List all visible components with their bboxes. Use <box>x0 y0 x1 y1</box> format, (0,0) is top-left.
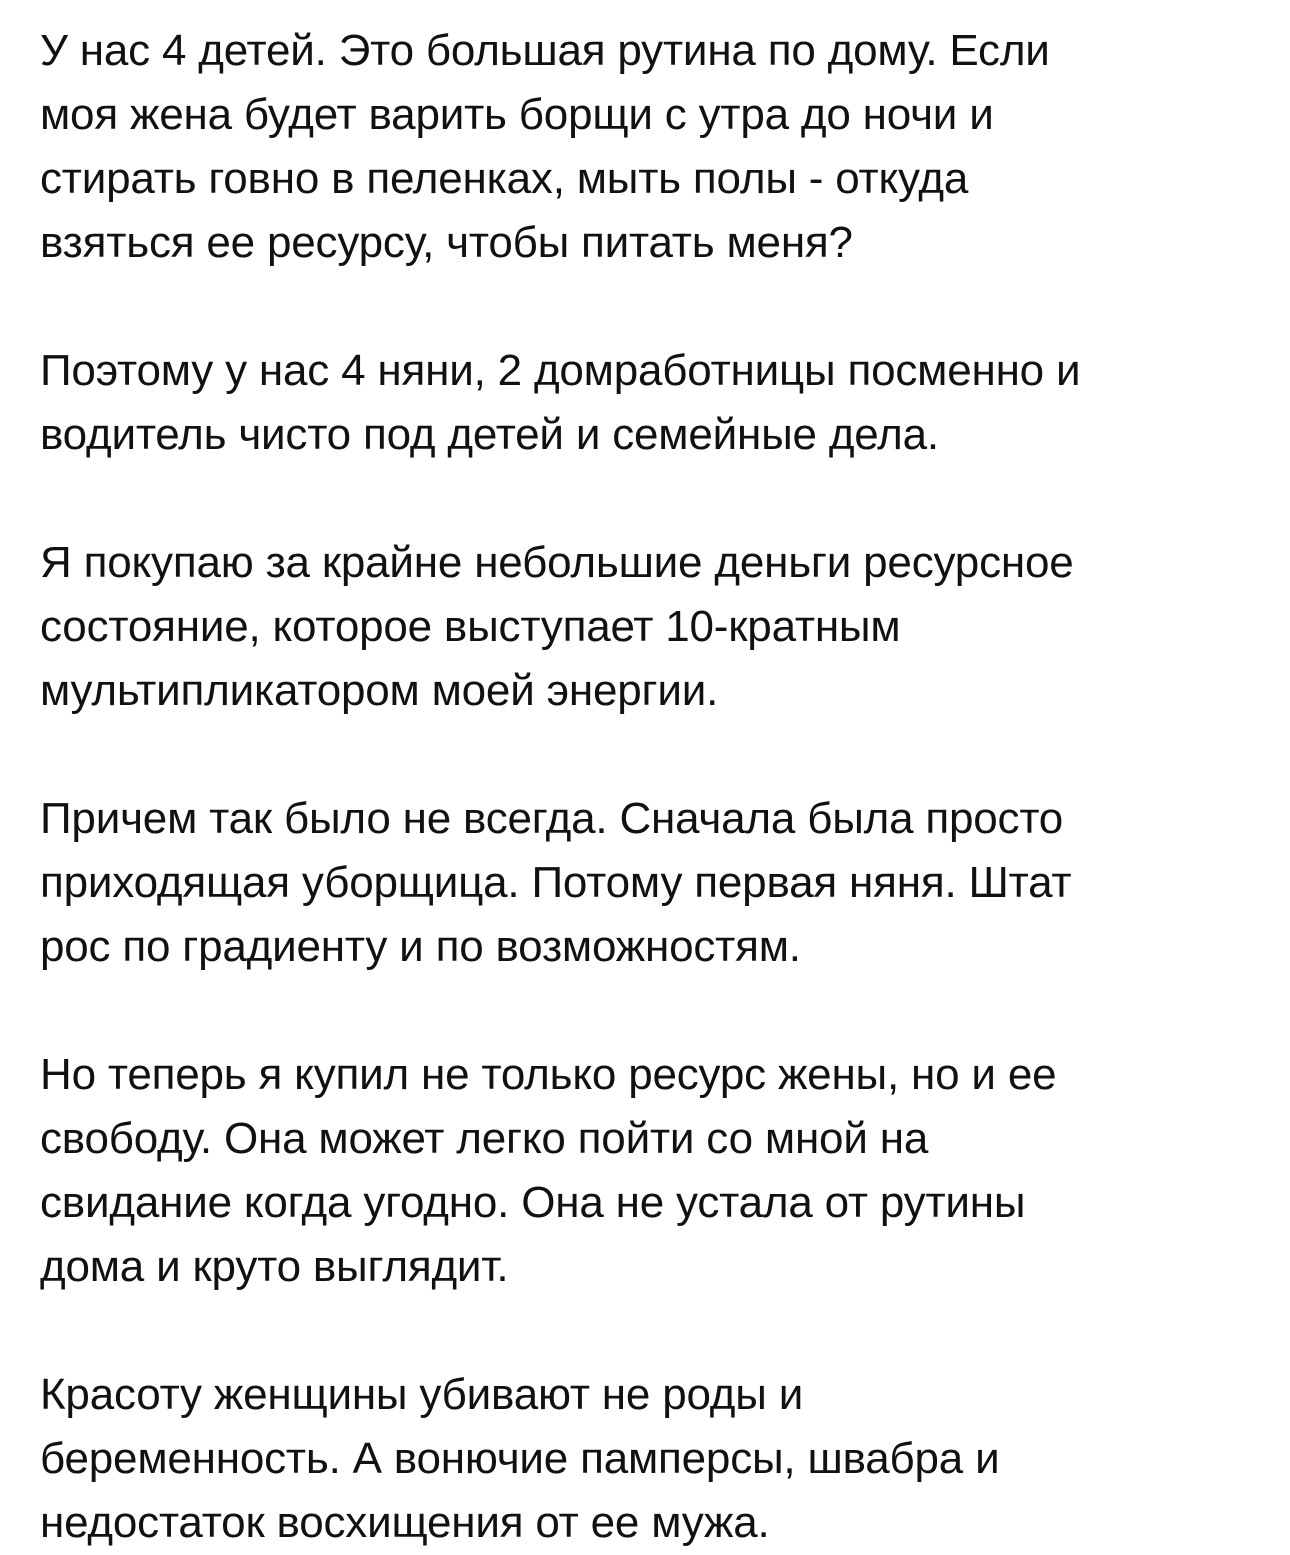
text-line: водитель чисто под детей и семейные дела. <box>40 410 939 459</box>
text-line: Причем так было не всегда. Сначала была просто <box>40 794 1064 843</box>
text-line: Красоту женщины убивают не роды и <box>40 1370 804 1419</box>
text-line: рос по градиенту и по возможностям. <box>40 922 801 971</box>
text-line: дома и круто выглядит. <box>40 1242 509 1291</box>
paragraph-5 <box>40 1043 1250 1299</box>
paragraph-2 <box>40 339 1250 467</box>
text-line: приходящая уборщица. Потому первая няня. Штат <box>40 858 1072 907</box>
text-line: мультипликатором моей энергии. <box>40 666 719 715</box>
text-line: взяться ее ресурсу, чтобы питать меня? <box>40 218 853 267</box>
text-line: свободу. Она может легко пойти со мной на <box>40 1114 929 1163</box>
text-line: свидание когда угодно. Она не устала от рутины <box>40 1178 1026 1227</box>
text-line: состояние, которое выступает 10-кратным <box>40 602 901 651</box>
paragraph-6 <box>40 1363 1250 1555</box>
text-line: Но теперь я купил не только ресурс жены, но и ее <box>40 1050 1057 1099</box>
text-line: беременность. А вонючие памперсы, швабра и <box>40 1434 1000 1483</box>
text-line: стирать говно в пеленках, мыть полы - откуда <box>40 154 969 203</box>
paragraph-1 <box>40 19 1250 275</box>
text-line: недостаток восхищения от ее мужа. <box>40 1498 770 1547</box>
paragraph-4 <box>40 787 1250 979</box>
text-line: моя жена будет варить борщи с утра до ночи и <box>40 90 994 139</box>
text-line: Поэтому у нас 4 няни, 2 домработницы посменно и <box>40 346 1081 395</box>
text-line: Я покупаю за крайне небольшие деньги ресурсное <box>40 538 1074 587</box>
text-line: У нас 4 детей. Это большая рутина по дому. Если <box>40 26 1050 75</box>
paragraph-3 <box>40 531 1250 723</box>
